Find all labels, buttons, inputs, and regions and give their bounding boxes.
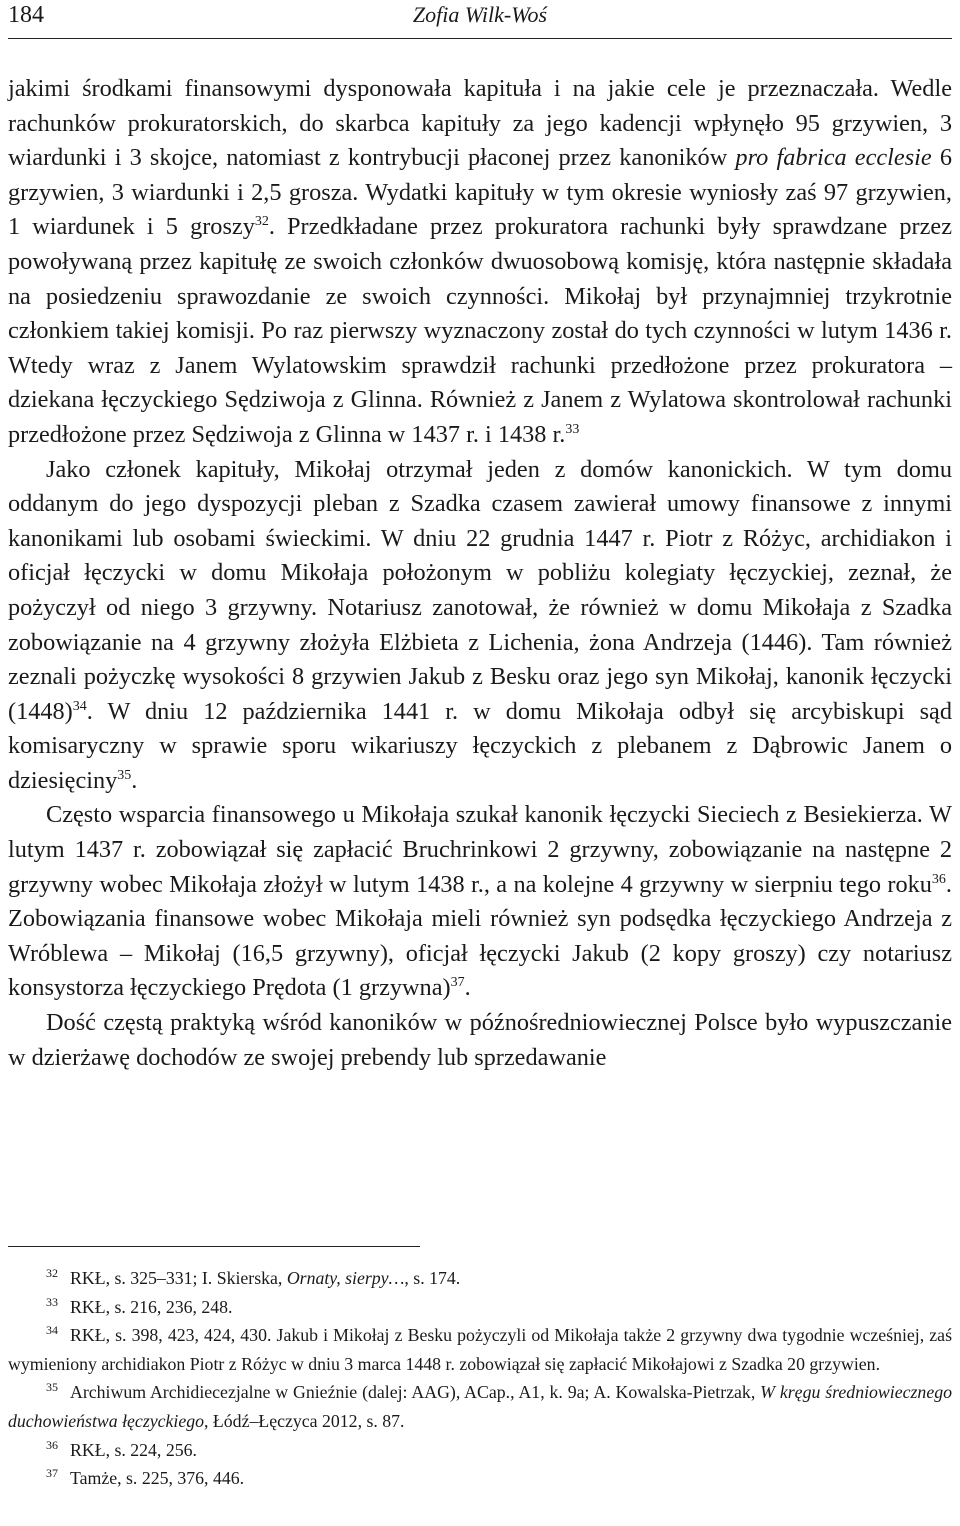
footnote-number: 33 — [46, 1294, 58, 1309]
footnote-italic-title: W kręgu średniowiecznego duchowieństwa łęczyckiego — [8, 1382, 952, 1431]
footnote-36 — [8, 1436, 952, 1465]
text-run: Często wsparcia finansowego u Mikołaja szukał kanonik łęczycki Sieciech z Besiekierza. W lutym 1437 r. zobowiązał się zapłacić Bruchrinkowi 2 grzywny, zobowiązanie na następne 2 grzywny wobec Mikołaja złożył w lutym 1438 r., a na kolejne 4 grzywny w sierpniu tego roku — [8, 801, 952, 898]
footnote-text: Archiwum Archidiecezjalne w Gnieźnie (dalej: AAG), ACap., A1, k. 9a; A. Kowalska-Pietrzak, — [70, 1382, 761, 1403]
footnote-37 — [8, 1464, 952, 1493]
footnote-text: RKŁ, s. 216, 236, 248. — [70, 1296, 233, 1317]
footnotes — [8, 1264, 952, 1493]
footnote-text: RKŁ, s. 398, 423, 424, 430. Jakub i Mikołaj z Besku pożyczyli od Mikołaja także 2 grzywny dwa tygodnie wcześniej, zaś wymieniony archidiakon Piotr z Różyc w dniu 3 marca 1448 r. zobowiązał się zapłacić Mikołajowi z Szadka 20 grzywien. — [8, 1325, 952, 1374]
footnote-35 — [8, 1378, 952, 1435]
footnote-32 — [8, 1264, 952, 1293]
paragraph-1 — [8, 72, 952, 453]
footnote-34 — [8, 1321, 952, 1378]
footnote-text: , Łódź–Łęczyca 2012, s. 87. — [204, 1410, 405, 1431]
footnote-text: Tamże, s. 225, 376, 446. — [70, 1468, 245, 1489]
footnote-ref-35[interactable]: 35 — [117, 767, 132, 783]
footnote-separator — [8, 1246, 420, 1247]
footnote-number: 34 — [46, 1323, 58, 1338]
footnote-ref-32[interactable]: 32 — [254, 214, 269, 230]
paragraph-3 — [8, 798, 952, 1006]
footnote-text: , s. 174. — [404, 1268, 461, 1288]
main-text — [8, 72, 952, 1075]
footnote-number: 32 — [46, 1266, 58, 1281]
text-run: . — [464, 974, 471, 1002]
text-run: . W dniu 12 października 1441 r. w domu Mikołaja odbył się arcybiskupi sąd komisaryczny w sprawie sporu wikariuszy łęczyckich z plebanem z Dąbrowic Janem o dziesięciny — [8, 697, 952, 794]
header-rule — [8, 38, 952, 39]
page-number: 184 — [8, 2, 44, 28]
text-run: jakimi środkami finansowymi dysponowała kapituła i na jakie cele je przeznaczała. Wedle rachunków prokuratorskich, do skarbca kapituły za jego kadencji wpłynęło 95 grzywien, 3 wiardunki i 3 skojce, natomiast z kontrybucji płaconej przez kanoników — [8, 75, 952, 172]
footnote-ref-37[interactable]: 37 — [450, 975, 465, 991]
paragraph-2 — [8, 453, 952, 799]
footnote-33 — [8, 1293, 952, 1322]
footnote-ref-36[interactable]: 36 — [931, 871, 946, 887]
page-header — [8, 0, 952, 38]
text-run: Dość częstą praktyką wśród kanoników w późnośredniowiecznej Polsce było wypuszczanie w dzierżawę dochodów ze swojej prebendy lub sprzedawanie — [8, 1009, 952, 1071]
text-run: 6 grzywien, 3 wiardunki i 2,5 grosza. Wydatki kapituły w tym okresie wyniosły zaś 97 grzywien, 1 wiardunek i 5 groszy — [8, 144, 953, 241]
footnote-number: 37 — [46, 1466, 58, 1481]
text-run: . — [131, 766, 138, 794]
text-run: . Zobowiązania finansowe wobec Mikołaja mieli również syn podsędka łęczyckiego Andrzeja z Wróblewa – Mikołaj (16,5 grzywny), oficjał łęczycki Jakub (2 kopy groszy) czy notariusz konsystorza łęczyckiego Prędota (1 grzywna) — [8, 870, 952, 1002]
footnote-number: 35 — [46, 1380, 58, 1395]
running-head-author: Zofia Wilk-Woś — [412, 2, 548, 27]
paragraph-4 — [8, 1006, 952, 1075]
italic-latin-phrase: pro fabrica ecclesie — [735, 144, 932, 172]
text-run: . Przedkładane przez prokuratora rachunki były sprawdzane przez powoływaną przez kapitułę ze swoich członków dwuosobową komisję, która następnie składała na posiedzeniu sprawozdanie ze swoich czynności. Mikołaj był przynajmniej trzykrotnie członkiem takiej komisji. Po raz pierwszy wyznaczony został do tych czynności w lutym 1436 r. Wtedy wraz z Janem Wylatowskim sprawdził rachunki przedłożone przez prokuratora – dziekana łęczyckiego Sędziwoja z Glinna. Również z Janem z Wylatowa skontrolował rachunki przedłożone przez Sędziwoja z Glinna w 1437 r. i 1438 r. — [8, 213, 952, 448]
footnote-italic-title: Ornaty, sierpy… — [286, 1268, 405, 1288]
footnote-ref-34[interactable]: 34 — [72, 698, 87, 714]
footnote-number: 36 — [46, 1437, 58, 1452]
footnote-ref-33[interactable]: 33 — [565, 421, 580, 437]
footnote-text: RKŁ, s. 224, 256. — [70, 1439, 197, 1460]
footnote-text: RKŁ, s. 325–331; I. Skierska, — [70, 1268, 287, 1288]
text-run: Jako członek kapituły, Mikołaj otrzymał jeden z domów kanonickich. W tym domu oddanym do jego dyspozycji pleban z Szadka czasem zawierał umowy finansowe z innymi kanonikami lub osobami świeckimi. W dniu 22 grudnia 1447 r. Piotr z Różyc, archidiakon i oficjał łęczycki w domu Mikołaja położonym w pobliżu kolegiaty łęczyckiej, zeznał, że pożyczył od niego 3 grzywny. Notariusz zanotował, że również w domu Mikołaja z Szadka zobowiązanie na 4 grzywny złożyła Elżbieta z Lichenia, żona Andrzeja (1446). Tam również zeznali pożyczkę wysokości 8 grzywien Jakub z Besku oraz jego syn Mikołaj, kanonik łęczycki (1448) — [8, 455, 952, 725]
